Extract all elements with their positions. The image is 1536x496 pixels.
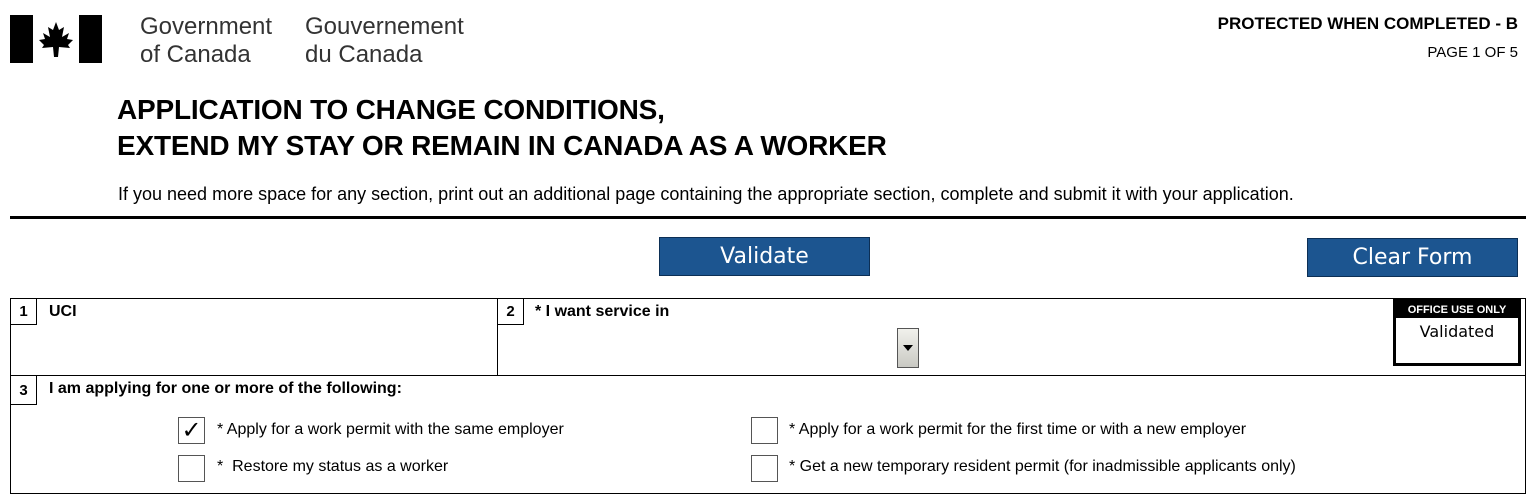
service-language-label: * I want service in bbox=[535, 303, 670, 320]
service-language-dropdown-button[interactable] bbox=[897, 328, 919, 368]
same-employer-label: * Apply for a work permit with the same employer bbox=[217, 421, 564, 438]
form-title bbox=[117, 92, 887, 164]
new-employer-label: * Apply for a work permit for the first time or with a new employer bbox=[789, 421, 1247, 438]
section-1-number: 1 bbox=[11, 299, 37, 325]
gov-fr-line2: du Canada bbox=[305, 41, 423, 68]
validated-status: Validated bbox=[1419, 322, 1495, 341]
validate-button[interactable]: Validate bbox=[659, 237, 870, 276]
page-number: PAGE 1 OF 5 bbox=[1427, 44, 1518, 61]
instructions-text: If you need more space for any section, print out an additional page containing the appropriate section, complete and submit it with your application. bbox=[118, 184, 1294, 204]
canada-flag-icon bbox=[10, 15, 102, 63]
header-divider bbox=[10, 216, 1526, 219]
section-3-number: 3 bbox=[11, 376, 37, 405]
uci-input[interactable] bbox=[38, 326, 493, 372]
chevron-down-icon bbox=[903, 345, 913, 351]
office-use-only-box bbox=[1393, 299, 1521, 366]
form-title-line1: APPLICATION TO CHANGE CONDITIONS, bbox=[117, 94, 665, 125]
office-use-only-heading: OFFICE USE ONLY bbox=[1396, 302, 1518, 318]
government-of-canada-en bbox=[140, 13, 272, 69]
temporary-resident-permit-checkbox[interactable] bbox=[751, 455, 778, 482]
restore-status-label: * Restore my status as a worker bbox=[217, 458, 449, 475]
temporary-resident-permit-label: * Get a new temporary resident permit (for inadmissible applicants only) bbox=[789, 458, 1296, 475]
clear-form-button[interactable]: Clear Form bbox=[1307, 238, 1518, 277]
applying-for-label: I am applying for one or more of the following: bbox=[49, 380, 402, 397]
government-of-canada-fr bbox=[305, 13, 464, 69]
new-employer-checkbox[interactable] bbox=[751, 417, 778, 444]
same-employer-checkbox[interactable]: ✓ bbox=[178, 417, 205, 444]
gov-fr-line1: Gouvernement bbox=[305, 13, 464, 40]
restore-status-checkbox[interactable] bbox=[178, 455, 205, 482]
service-language-select[interactable] bbox=[505, 328, 895, 368]
uci-label: UCI bbox=[49, 303, 77, 320]
protected-label: PROTECTED WHEN COMPLETED - B bbox=[1217, 14, 1518, 33]
section-2-number: 2 bbox=[498, 299, 524, 325]
gov-en-line2: of Canada bbox=[140, 41, 251, 68]
form-title-line2: EXTEND MY STAY OR REMAIN IN CANADA AS A WORKER bbox=[117, 130, 887, 161]
gov-en-line1: Government bbox=[140, 13, 273, 40]
